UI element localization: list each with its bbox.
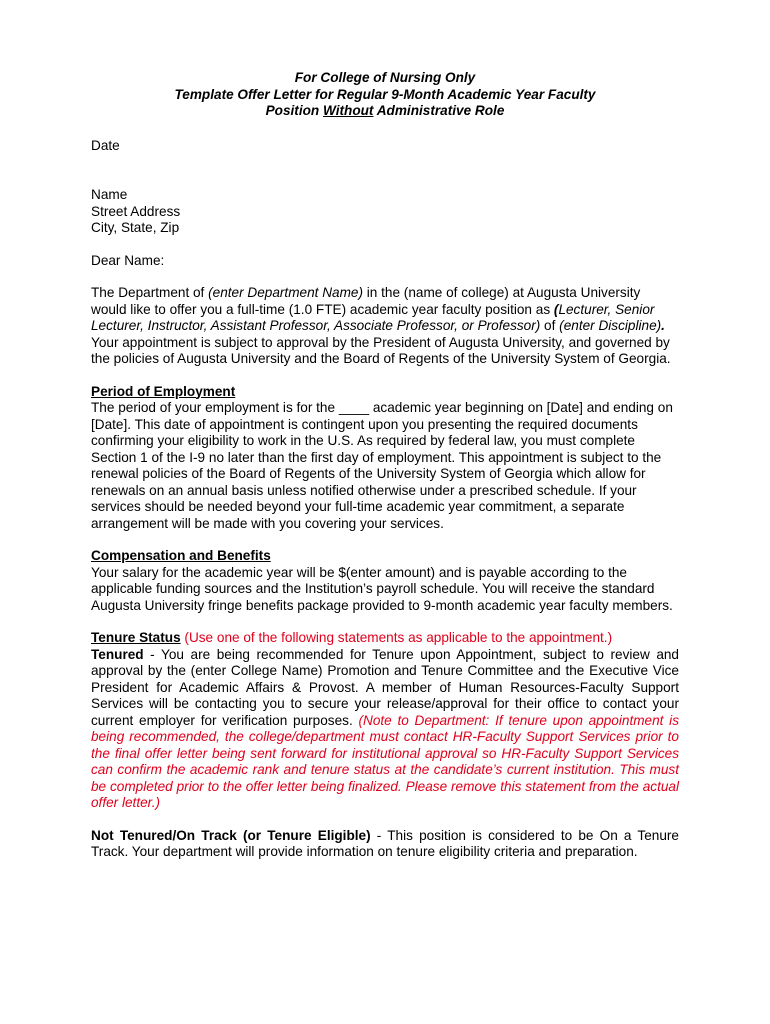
intro-department: (enter Department Name) — [208, 285, 363, 300]
header-line-3-post: Administrative Role — [373, 103, 505, 118]
address-street: Street Address — [91, 203, 181, 219]
intro-text-1: The Department of — [91, 285, 209, 300]
tenure-heading — [91, 630, 679, 647]
tenure-track-paragraph — [91, 828, 679, 861]
intro-text-3: of — [540, 318, 560, 333]
compensation-title: Compensation and Benefits — [91, 548, 271, 563]
letter-header — [91, 70, 679, 120]
header-without: Without — [323, 103, 374, 118]
intro-ranks: Lecturer, Senior Lecturer, Instructor, Assistant Professor, Associate Professor, or Professor) — [91, 301, 655, 333]
tenure-title: Tenure Status — [91, 630, 181, 645]
compensation-body: Your salary for the academic year will be $(enter amount) and is payable according to the applicable funding sources and the Institution’s payroll schedule. You will receive the standard Augusta University fringe benefits package provided to 9-month academic year faculty members. — [91, 564, 673, 613]
address-city: City, State, Zip — [91, 220, 180, 235]
intro-period: . — [661, 318, 665, 333]
employment-title: Period of Employment — [91, 383, 236, 399]
tenure-track-label: Not Tenured/On Track (or Tenure Eligible) — [91, 827, 371, 843]
address-block — [91, 187, 679, 237]
header-line-2: Template Offer Letter for Regular 9-Month Academic Year Faculty — [174, 86, 596, 102]
tenured-note: (Note to Department: If tenure upon appointment is being recommended, the college/department must contact HR-Faculty Support Services prior to the final offer letter being sent forward for institutional approval so HR-Faculty Support Services can confirm the academic rank and tenure status at the candidate’s current institution. This must be completed prior to the offer letter being finalized. Please remove this statement from the actual offer letter.) — [91, 712, 680, 810]
tenure-instruction: (Use one of the following statements as applicable to the appointment.) — [180, 630, 613, 645]
salutation: Dear Name: — [91, 252, 165, 268]
intro-text-2: in the (name of college) at Augusta University would like to offer you a full-time (1.0 FTE) academic year faculty position as — [91, 285, 641, 317]
address-name: Name — [91, 187, 128, 202]
intro-paren: ( — [553, 301, 559, 317]
tenured-body: - You are being recommended for Tenure upon Appointment, subject to review and approval by the (enter College Name) Promotion and Tenure Committee and the Executive Vice President for Academic Affairs & Provost. A member of Human Resources-Faculty Support Services will be contacting you to secure your release/approval for their office to contact your current employer for verification purposes. — [91, 646, 679, 728]
intro-discipline: (enter Discipline) — [559, 318, 662, 333]
header-line-1: For College of Nursing Only — [294, 70, 476, 85]
employment-section — [91, 384, 679, 533]
tenure-section — [91, 630, 679, 861]
tenured-label: Tenured — [91, 646, 144, 662]
employment-body: The period of your employment is for the ____ academic year beginning on [Date] and ending on [Date]. This date of appointment is contingent upon you presenting the required documents confirming your eligibility to work in the U.S. As required by federal law, you must complete Section 1 of the I-9 no later than the first day of employment. This appointment is subject to the renewal policies of the Board of Regents of the University System of Georgia which allow for renewals on an annual basis unless notified otherwise under a prescribed schedule. If your services should be needed beyond your full-time academic year commitment, a separate arrangement will be made with you covering your services. — [91, 400, 673, 531]
header-line-3 — [91, 103, 679, 120]
date-line: Date — [91, 137, 120, 153]
tenure-track-body: - This position is considered to be On a Tenure Track. Your department will provide information on tenure eligibility criteria and preparation. — [91, 827, 679, 859]
tenured-paragraph — [91, 647, 679, 812]
compensation-section — [91, 548, 679, 614]
offer-letter-page — [91, 70, 679, 861]
header-line-3-pre: Position — [265, 103, 323, 118]
intro-text-4: Your appointment is subject to approval by the President of Augusta University, and governed by the policies of Augusta University and the Board of Regents of the University System of Georgia. — [91, 334, 671, 366]
intro-paragraph — [91, 285, 679, 368]
